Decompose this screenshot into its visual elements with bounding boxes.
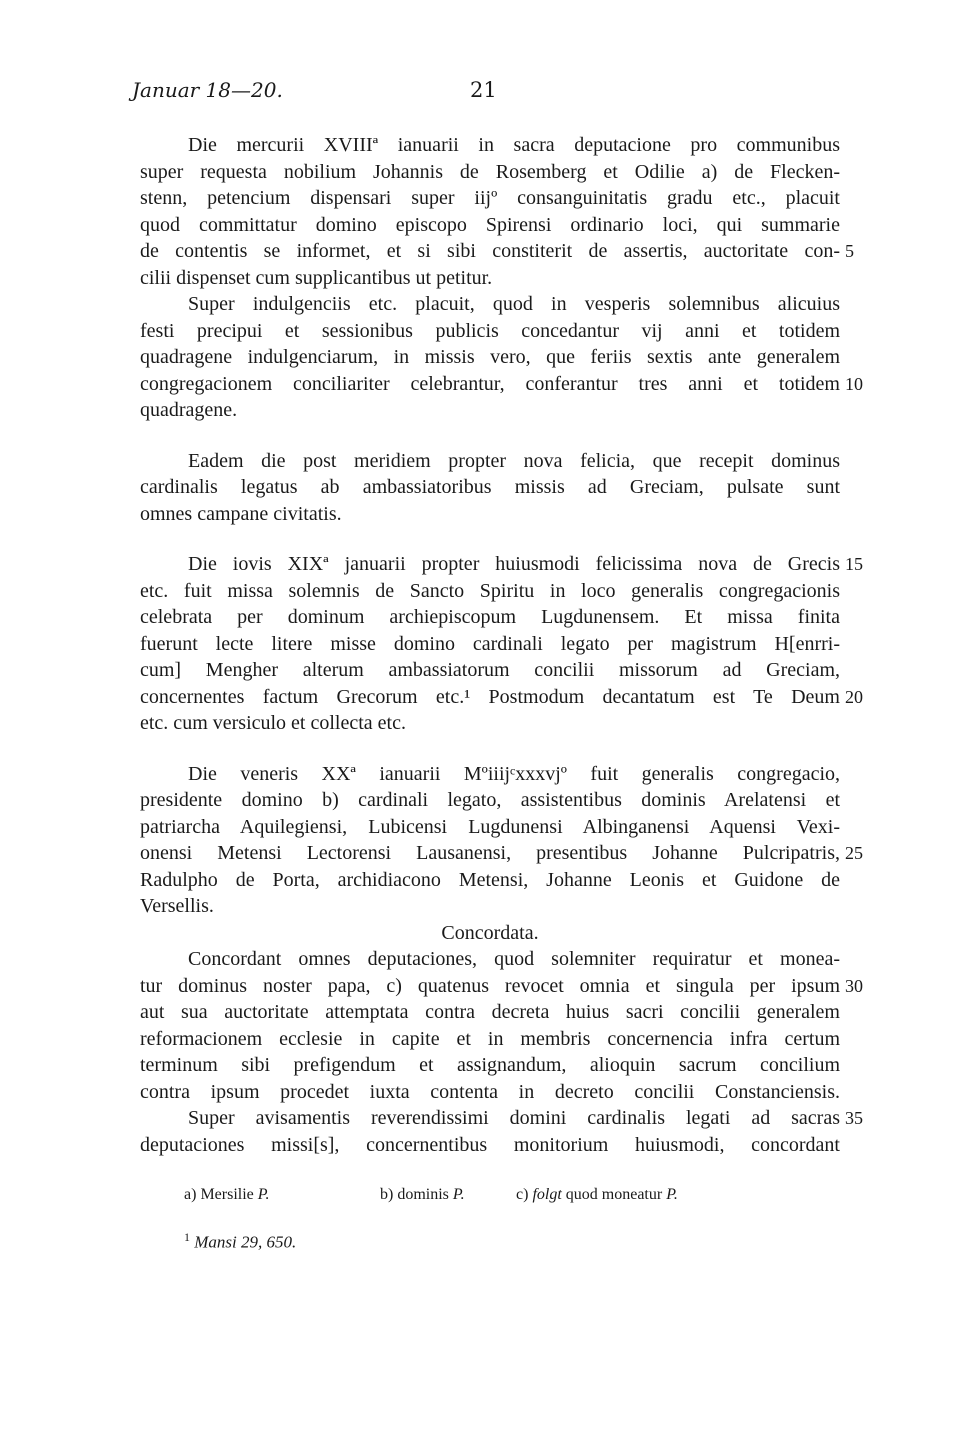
text-line — [140, 397, 840, 424]
line-text: presidente domino b) cardinali legato, assistentibus dominis Arelatensi et — [140, 789, 840, 811]
line-text: quadragene indulgenciarum, in missis vero, que feriis sextis ante generalem — [140, 346, 840, 368]
line-text: de contentis se informet, et si sibi constiterit de assertis, auctoritate con- — [140, 240, 840, 262]
line-text: onensi Metensi Lectorensi Lausanensi, presentibus Johanne Pulcripatris, — [140, 842, 840, 864]
text-line — [140, 946, 840, 973]
text-line — [140, 1105, 863, 1132]
line-number: 10 — [845, 373, 863, 394]
line-text: Eadem die post meridiem propter nova felicia, que recepit dominus — [188, 449, 840, 472]
line-text: celebrata per dominum archiepiscopum Lugdunensem. Et missa finita — [140, 606, 840, 628]
line-text: Super indulgenciis etc. placuit, quod in vesperis solemnibus alicuius — [188, 293, 840, 315]
text-line — [140, 604, 840, 631]
text-line — [140, 448, 840, 475]
text-line — [140, 814, 840, 841]
text-line — [140, 710, 840, 737]
line-number: 15 — [845, 554, 863, 574]
line-number: 20 — [845, 686, 863, 707]
text-line — [140, 893, 840, 920]
line-text: Super avisamentis reverendissimi domini cardinalis legati ad sacras — [188, 1107, 840, 1129]
line-number: 25 — [845, 843, 863, 863]
line-text: festi precipui et sessionibus publicis concedantur vij anni et totidem — [140, 319, 840, 342]
line-number: 5 — [845, 241, 854, 261]
page-number: 21 — [470, 78, 497, 102]
line-text: etc. cum versiculo et collecta etc. — [140, 712, 406, 734]
line-text: Die iovis XIXª januarii propter huiusmodi felicissima nova de Grecis — [188, 553, 840, 575]
footnote-c: c) folgt quod moneatur P. — [516, 1186, 678, 1203]
footnote-a: a) Mersilie P. — [184, 1186, 270, 1203]
footnote-reference: $^1$ Mansi 29, 650. — [184, 1230, 297, 1252]
paragraph-gap — [140, 737, 840, 761]
line-text: Versellis. — [140, 895, 214, 917]
text-line — [140, 318, 840, 345]
text-line — [140, 371, 863, 398]
line-text: contra ipsum procedet iuxta contenta in decreto concilii Constanciensis. — [140, 1080, 840, 1103]
text-line — [140, 578, 840, 605]
line-text: reformacionem ecclesie in capite et in membris concernencia infra certum — [140, 1027, 840, 1050]
text-line — [140, 1052, 840, 1079]
text-line — [140, 920, 840, 947]
body-text — [140, 132, 863, 1158]
footnotes — [140, 1186, 840, 1253]
footnote-b: b) dominis P. — [380, 1186, 465, 1203]
text-line — [140, 159, 840, 186]
text-line — [140, 551, 863, 578]
line-text: etc. fuit missa solemnis de Sancto Spiritu in loco generalis congregacionis — [140, 579, 840, 602]
text-line — [140, 1132, 840, 1159]
text-line — [140, 344, 840, 371]
line-text: quod committatur domino episcopo Spirensi ordinario loci, qui summarie — [140, 213, 840, 236]
running-head-date: Januar 18—20. — [132, 78, 283, 102]
line-text: congregacionem conciliariter celebrantur, conferantur tres anni et totidem — [140, 372, 840, 395]
line-text: deputaciones missi[s], concernentibus monitorium huiusmodi, concordant — [140, 1133, 840, 1156]
text-line — [140, 684, 863, 711]
running-head — [132, 78, 842, 108]
line-text: quadragene. — [140, 399, 238, 421]
line-number: 35 — [845, 1108, 863, 1128]
text-line — [140, 238, 854, 265]
line-text: terminum sibi prefigendum et assignandum, alioquin sacrum concilium — [140, 1054, 840, 1076]
text-line — [140, 657, 840, 684]
line-text: cardinalis legatus ab ambassiatoribus missis ad Greciam, pulsate sunt — [140, 476, 840, 498]
line-text: tur dominus noster papa, c) quatenus revocet omnia et singula per ipsum — [140, 974, 840, 997]
text-line — [140, 1026, 840, 1053]
line-number: 30 — [845, 975, 863, 996]
text-line — [140, 999, 840, 1026]
paragraph-gap — [140, 527, 840, 551]
text-line — [140, 291, 840, 318]
text-line — [140, 265, 840, 292]
line-text: Die veneris XXª ianuarii Mºiiijᶜxxxvjº fuit generalis congregacio, — [188, 762, 840, 785]
text-line — [140, 867, 840, 894]
line-text: super requesta nobilium Johannis de Rosemberg et Odilie a) de Flecken- — [140, 160, 840, 183]
text-line — [140, 132, 840, 159]
text-line — [140, 840, 863, 867]
text-line — [140, 761, 840, 788]
line-text: aut sua auctoritate attemptata contra decreta huius sacri concilii generalem — [140, 1001, 840, 1023]
text-line — [140, 185, 840, 212]
text-line — [140, 501, 840, 528]
line-text: Concordata. — [441, 921, 539, 944]
line-text: Concordant omnes deputaciones, quod solemniter requiratur et monea- — [188, 948, 840, 970]
line-text: concernentes factum Grecorum etc.¹ Postmodum decantatum est Te Deum — [140, 685, 840, 708]
line-text: cilii dispenset cum supplicantibus ut petitur. — [140, 266, 493, 289]
text-line — [140, 474, 840, 501]
text-line — [140, 1079, 840, 1106]
line-text: fuerunt lecte litere misse domino cardinali legato per magistrum H[enrri- — [140, 632, 840, 655]
line-text: cum] Mengher alterum ambassiatorum concilii missorum ad Greciam, — [140, 659, 840, 681]
text-line — [140, 973, 863, 1000]
line-text: patriarcha Aquilegiensi, Lubicensi Lugdunensi Albinganensi Aquensi Vexi- — [140, 815, 840, 838]
line-text: stenn, petencium dispensari super iijº consanguinitatis gradu etc., placuit — [140, 187, 840, 209]
text-line — [140, 631, 840, 658]
paragraph-gap — [140, 424, 840, 448]
line-text: omnes campane civitatis. — [140, 502, 342, 525]
line-text: Die mercurii XVIIIª ianuarii in sacra deputacione pro communibus — [188, 134, 840, 156]
line-text: Radulpho de Porta, archidiacono Metensi, Johanne Leonis et Guidone de — [140, 868, 840, 891]
text-line — [140, 787, 840, 814]
text-line — [140, 212, 840, 239]
